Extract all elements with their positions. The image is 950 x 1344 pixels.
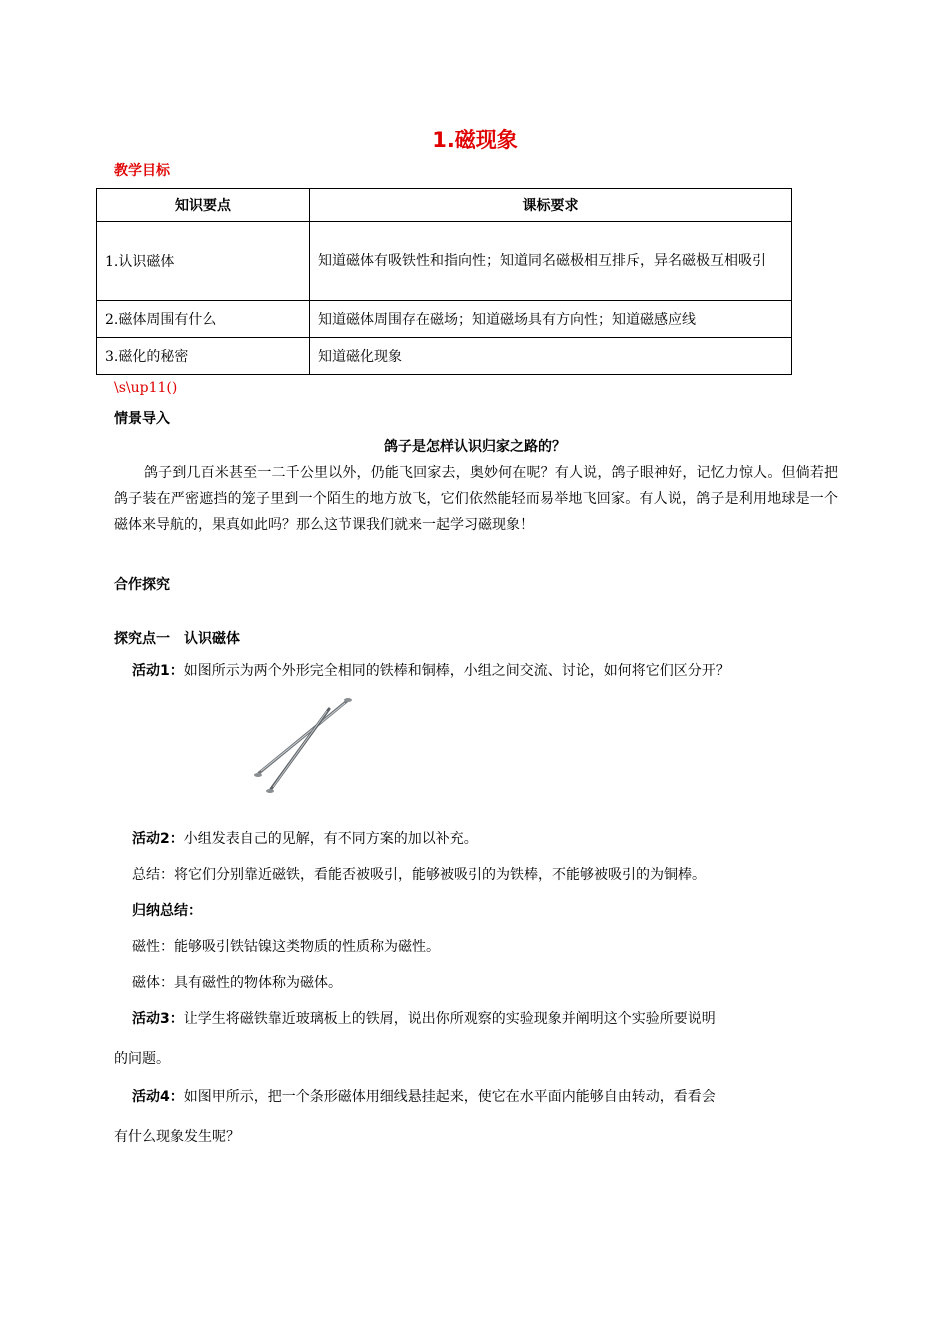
activity-1 bbox=[132, 660, 730, 680]
activity-4 bbox=[132, 1086, 716, 1106]
activity-label: 活动2： bbox=[132, 831, 184, 847]
activity-4-continuation: 有什么现象发生呢？ bbox=[114, 1129, 240, 1145]
table-cell-point: 1.认识磁体 bbox=[97, 222, 310, 301]
table-header-row bbox=[97, 189, 792, 222]
magnet-definition: 磁体：具有磁性的物体称为磁体。 bbox=[132, 975, 342, 991]
explore-point-heading: 探究点一 认识磁体 bbox=[114, 631, 240, 647]
table-cell-requirement: 知道磁化现象 bbox=[310, 338, 792, 375]
table-cell-point: 2.磁体周围有什么 bbox=[97, 301, 310, 338]
induction-heading: 归纳总结： bbox=[132, 903, 202, 919]
table-row bbox=[97, 301, 792, 338]
field-code-artifact: \s\up11() bbox=[114, 380, 178, 396]
rods-illustration bbox=[247, 693, 358, 803]
table-row bbox=[97, 338, 792, 375]
intro-heading: 情景导入 bbox=[114, 411, 170, 427]
magnetism-definition: 磁性：能够吸引铁钴镍这类物质的性质称为磁性。 bbox=[132, 939, 440, 955]
activity-text: 小组发表自己的见解，有不同方案的加以补充。 bbox=[183, 831, 478, 847]
intro-title: 鸽子是怎样认识归家之路的？ bbox=[384, 439, 566, 455]
activity-label: 活动4： bbox=[132, 1089, 184, 1105]
activity-2 bbox=[132, 828, 478, 848]
summary-text: 总结：将它们分别靠近磁铁，看能否被吸引，能够被吸引的为铁棒，不能够被吸引的为铜棒。 bbox=[132, 867, 706, 883]
activity-text: 让学生将磁铁靠近玻璃板上的铁屑，说出你所观察的实验现象并阐明这个实验所要说明 bbox=[183, 1011, 716, 1027]
activity-3-continuation: 的问题。 bbox=[114, 1051, 170, 1067]
intro-paragraph: 鸽子到几百米甚至一二千公里以外，仍能飞回家去，奥妙何在呢？有人说，鸽子眼神好，记忆力惊人。但倘若把鸽子装在严密遮挡的笼子里到一个陌生的地方放飞，它们依然能轻而易举地飞回家。有人说，鸽子是利用地球是一个磁体来导航的，果真如此吗？那么这节课我们就来一起学习磁现象！ bbox=[114, 465, 838, 533]
activity-label: 活动1： bbox=[132, 663, 184, 679]
table-header-point: 知识要点 bbox=[97, 189, 310, 222]
goals-table bbox=[96, 188, 792, 375]
page-title: 1.磁现象 bbox=[432, 128, 518, 152]
table-header-requirement: 课标要求 bbox=[310, 189, 792, 222]
cooperation-heading: 合作探究 bbox=[114, 577, 170, 593]
activity-text: 如图甲所示，把一个条形磁体用细线悬挂起来，使它在水平面内能够自由转动，看看会 bbox=[183, 1089, 716, 1105]
activity-3 bbox=[132, 1008, 716, 1028]
activity-text: 如图所示为两个外形完全相同的铁棒和铜棒，小组之间交流、讨论，如何将它们区分开？ bbox=[183, 663, 730, 679]
table-cell-requirement: 知道磁体周围存在磁场；知道磁场具有方向性；知道磁感应线 bbox=[310, 301, 792, 338]
teaching-goals-heading: 教学目标 bbox=[114, 163, 170, 179]
activity-label: 活动3： bbox=[132, 1011, 184, 1027]
table-cell-requirement: 知道磁体有吸铁性和指向性；知道同名磁极相互排斥，异名磁极互相吸引 bbox=[310, 222, 792, 301]
table-row bbox=[97, 222, 792, 301]
table-cell-point: 3.磁化的秘密 bbox=[97, 338, 310, 375]
